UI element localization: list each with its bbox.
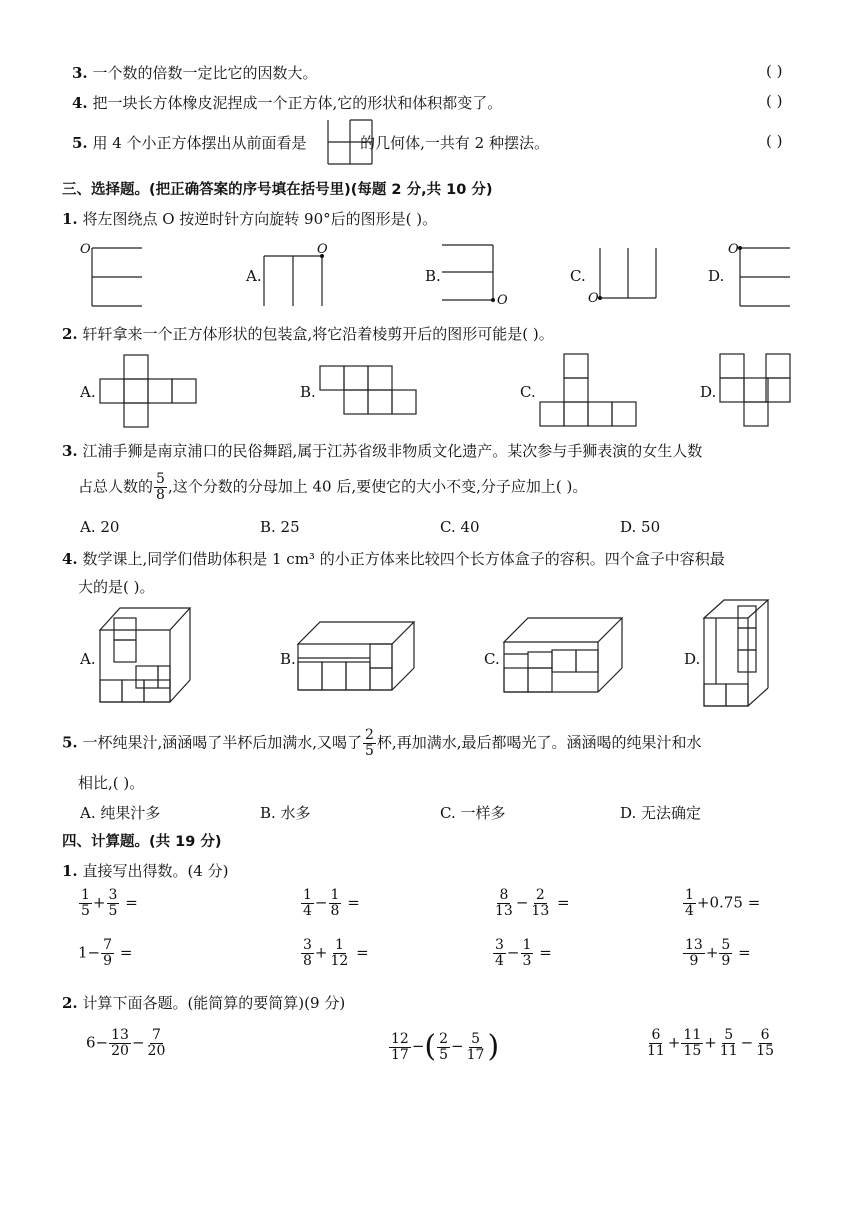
choice-q3-line2 (78, 472, 587, 503)
choice-q1 (62, 208, 437, 229)
fraction (683, 938, 705, 969)
rotation-option-d-figure (726, 240, 796, 312)
question-number: 4. (72, 94, 88, 112)
denominator: 9 (689, 953, 699, 969)
fraction (101, 938, 114, 969)
operator-symbol: − (740, 1033, 754, 1052)
numerator: 5 (721, 937, 731, 953)
denominator: 5 (108, 903, 118, 919)
fraction (329, 888, 342, 919)
operator-symbol: + (704, 1033, 717, 1052)
numerator: 3 (303, 937, 312, 953)
denominator: 8 (156, 487, 165, 503)
denominator: 5 (365, 743, 374, 759)
question-text: 一杯纯果汁,涵涵喝了半杯后加满水,又喝了 (82, 733, 362, 752)
expr-r[interactable] (644, 1028, 777, 1059)
numerator: 11 (683, 1027, 702, 1043)
operator-symbol: 0.75 (709, 893, 743, 912)
denominator: 13 (495, 903, 513, 919)
operator-symbol: 6 (86, 1033, 96, 1052)
denominator: 5 (81, 903, 90, 919)
point-o-label: O (497, 293, 508, 308)
question-text: 将左图绕点 O 按逆时针方向旋转 90°后的图形是( )。 (82, 210, 438, 228)
section-title: 三、选择题。(把正确答案的序号填在括号里)(每题 2 分,共 10 分) (62, 182, 493, 198)
operator-symbol: ( (424, 1029, 437, 1064)
operator-symbol: − (451, 1037, 464, 1055)
fraction (109, 1028, 131, 1059)
judge-q4 (72, 92, 502, 113)
option-b[interactable]: B. 25 (260, 518, 300, 536)
fraction (521, 938, 534, 969)
question-number: 4. (62, 550, 78, 568)
question-text: 占总人数的 (78, 477, 154, 496)
option-c[interactable]: C. 一样多 (440, 804, 506, 822)
question-text: 计算下面各题。(能简算的要简算)(9 分) (82, 994, 346, 1012)
question-text: 的几何体,一共有 2 种摆法。 (360, 134, 549, 152)
fraction (493, 938, 506, 969)
option-d[interactable]: D. 无法确定 (620, 804, 702, 822)
operator-symbol: + (314, 943, 328, 962)
fraction (146, 1028, 168, 1059)
denominator: 8 (330, 903, 340, 919)
fraction (529, 888, 551, 919)
numerator: 2 (365, 727, 374, 743)
denominator: 5 (439, 1046, 449, 1063)
fraction (683, 888, 696, 919)
denominator: 11 (647, 1043, 665, 1059)
fraction (301, 938, 314, 969)
numerator: 1 (522, 937, 532, 953)
numerator: 13 (111, 1027, 129, 1043)
operator-symbol: = (125, 893, 138, 912)
judge-q3 (72, 62, 317, 83)
numerator: 1 (685, 887, 694, 903)
numerator: 1 (303, 887, 312, 903)
operator-symbol: + (667, 1033, 681, 1052)
question-text: 轩轩拿来一个正方体形状的包装盒,将它沿着棱剪开后的图形可能是( )。 (82, 325, 554, 343)
choice-q3 (62, 440, 702, 461)
denominator: 4 (303, 903, 312, 919)
option-c[interactable]: C. 40 (440, 518, 480, 536)
point-o-label: O (728, 242, 739, 257)
denominator: 4 (685, 903, 694, 919)
option-label-a[interactable]: A. (80, 650, 96, 668)
question-text: 江浦手狮是南京浦口的民俗舞蹈,属于江苏省级非物质文化遗产。某次参与手狮表演的女生人数 (82, 442, 703, 460)
fraction (437, 1032, 450, 1063)
point-o-label: O (80, 242, 91, 257)
numerator: 5 (156, 471, 165, 487)
fraction (389, 1032, 411, 1063)
operator-symbol: − (515, 893, 529, 912)
operator-symbol: − (87, 943, 101, 962)
option-label-b[interactable]: B. (300, 383, 316, 401)
fraction (681, 1028, 703, 1059)
choice-q4 (62, 548, 725, 569)
denominator: 11 (719, 1043, 738, 1059)
question-number: 3. (62, 442, 78, 460)
numerator: 13 (685, 937, 703, 953)
option-label-d[interactable]: D. (684, 650, 701, 668)
fraction (754, 1028, 776, 1059)
option-label-b[interactable]: B. (280, 650, 296, 668)
judge-q5 (72, 132, 549, 153)
operator-symbol: = (356, 943, 369, 962)
answer-paren[interactable]: ( ) (766, 92, 783, 110)
expr-b[interactable] (300, 888, 360, 919)
operator-symbol: = (557, 893, 570, 912)
answer-paren[interactable]: ( ) (766, 132, 783, 150)
fraction (329, 938, 351, 969)
operator-symbol: − (314, 893, 328, 912)
fraction (301, 888, 314, 919)
option-label-d[interactable]: D. (708, 267, 725, 285)
numerator: 7 (103, 937, 113, 953)
fraction (154, 472, 167, 503)
numerator: 3 (108, 887, 118, 903)
numerator: 2 (535, 887, 545, 903)
question-text: 相比,( )。 (78, 774, 145, 792)
fraction (465, 1032, 487, 1063)
question-number: 5. (62, 733, 78, 752)
denominator: 15 (683, 1043, 702, 1059)
numerator: 1 (334, 937, 344, 953)
expr-h[interactable] (682, 938, 751, 969)
fraction (645, 1028, 667, 1059)
expr-c[interactable] (492, 888, 570, 919)
expr-q[interactable] (388, 1028, 499, 1066)
option-b[interactable]: B. 水多 (260, 804, 311, 822)
rotation-option-a-figure (262, 240, 334, 312)
question-number: 3. (72, 64, 88, 82)
operator-symbol: = (119, 943, 133, 962)
option-a[interactable]: A. 纯果汁多 (80, 804, 161, 822)
question-number: 1. (62, 210, 78, 228)
point-o-label: O (588, 291, 599, 306)
numerator: 12 (391, 1030, 409, 1047)
numerator: 1 (81, 887, 90, 903)
calc-q1 (62, 860, 228, 881)
option-label-c[interactable]: C. (520, 383, 536, 401)
point-o-label: O (317, 242, 328, 257)
answer-paren[interactable]: ( ) (766, 62, 783, 80)
question-text: 数学课上,同学们借助体积是 1 cm³ 的小正方体来比较四个长方体盒子的容积。四个盒子中容积最 (82, 550, 725, 568)
question-number: 2. (62, 994, 78, 1012)
choice-q2 (62, 323, 554, 344)
box-a-figure (98, 604, 194, 704)
denominator: 20 (111, 1043, 129, 1059)
question-text: 杯,再加满水,最后都喝光了。涵涵喝的纯果汁和水 (376, 733, 702, 752)
numerator: 7 (151, 1027, 161, 1043)
denominator: 8 (303, 953, 312, 969)
question-text: ,这个分数的分母加上 40 后,要使它的大小不变,分子应加上( )。 (167, 477, 588, 496)
cube-net-a (98, 354, 198, 430)
option-label-a[interactable]: A. (80, 383, 96, 401)
option-label-a[interactable]: A. (246, 267, 262, 285)
denominator: 9 (103, 953, 113, 969)
operator-symbol: + (92, 893, 106, 912)
question-text: 一个数的倍数一定比它的因数大。 (92, 64, 318, 82)
question-text: 直接写出得数。(4 分) (82, 862, 229, 880)
denominator: 15 (756, 1043, 775, 1059)
expr-a[interactable] (78, 888, 138, 919)
question-text: 把一块长方体橡皮泥捏成一个正方体,它的形状和体积都变了。 (92, 94, 503, 112)
front-view-figure (328, 120, 372, 164)
denominator: 17 (466, 1046, 485, 1063)
operator-symbol: = (347, 893, 360, 912)
numerator: 6 (760, 1027, 770, 1043)
numerator: 5 (471, 1030, 480, 1047)
question-number: 2. (62, 325, 78, 343)
rotation-option-b-figure (440, 240, 512, 312)
expr-g[interactable] (492, 938, 552, 969)
option-a[interactable]: A. 20 (80, 518, 120, 536)
denominator: 9 (721, 953, 731, 969)
numerator: 8 (499, 887, 509, 903)
operator-symbol: = (738, 943, 751, 962)
numerator: 1 (330, 887, 340, 903)
question-number: 5. (72, 134, 88, 152)
option-label-d[interactable]: D. (700, 383, 717, 401)
operator-symbol: ) (487, 1029, 500, 1064)
option-label-c[interactable]: C. (484, 650, 500, 668)
expr-p[interactable] (86, 1028, 168, 1059)
operator-symbol: + (696, 893, 710, 912)
denominator: 17 (391, 1046, 409, 1063)
denominator: 20 (147, 1043, 166, 1059)
box-c-figure (502, 616, 626, 694)
expr-f[interactable] (300, 938, 369, 969)
choice-q5 (62, 728, 701, 759)
operator-symbol: = (539, 943, 552, 962)
operator-symbol: − (411, 1037, 425, 1055)
option-label-c[interactable]: C. (570, 267, 586, 285)
operator-symbol: 1 (78, 943, 88, 962)
operator-symbol: − (95, 1033, 109, 1052)
denominator: 13 (531, 903, 550, 919)
box-b-figure (296, 620, 418, 694)
fraction (79, 888, 92, 919)
section-title: 四、计算题。(共 19 分) (62, 834, 222, 850)
expr-d[interactable] (682, 888, 760, 919)
operator-symbol: − (506, 943, 520, 962)
expr-e[interactable] (78, 938, 132, 969)
numerator: 2 (439, 1030, 449, 1047)
fraction (363, 728, 376, 759)
operator-symbol: − (131, 1033, 145, 1052)
numerator: 5 (724, 1027, 734, 1043)
fraction (719, 938, 732, 969)
rotation-option-c-figure (586, 240, 666, 312)
cube-net-c (538, 352, 640, 430)
option-d[interactable]: D. 50 (620, 518, 661, 536)
question-text: 大的是( )。 (78, 578, 155, 596)
fraction (493, 888, 515, 919)
fraction (107, 888, 120, 919)
calc-q2 (62, 992, 345, 1013)
cube-net-d (718, 352, 792, 430)
box-d-figure (702, 598, 774, 708)
numerator: 6 (651, 1027, 661, 1043)
operator-symbol: = (747, 893, 761, 912)
option-label-b[interactable]: B. (425, 267, 441, 285)
cube-net-b (318, 364, 420, 418)
question-number: 1. (62, 862, 78, 880)
denominator: 3 (522, 953, 532, 969)
numerator: 3 (495, 937, 504, 953)
denominator: 4 (495, 953, 504, 969)
operator-symbol: + (705, 943, 719, 962)
fraction (718, 1028, 740, 1059)
denominator: 12 (330, 953, 349, 969)
question-text: 用 4 个小正方体摆出从前面看是 (92, 134, 307, 152)
rotation-original-figure (80, 240, 150, 312)
